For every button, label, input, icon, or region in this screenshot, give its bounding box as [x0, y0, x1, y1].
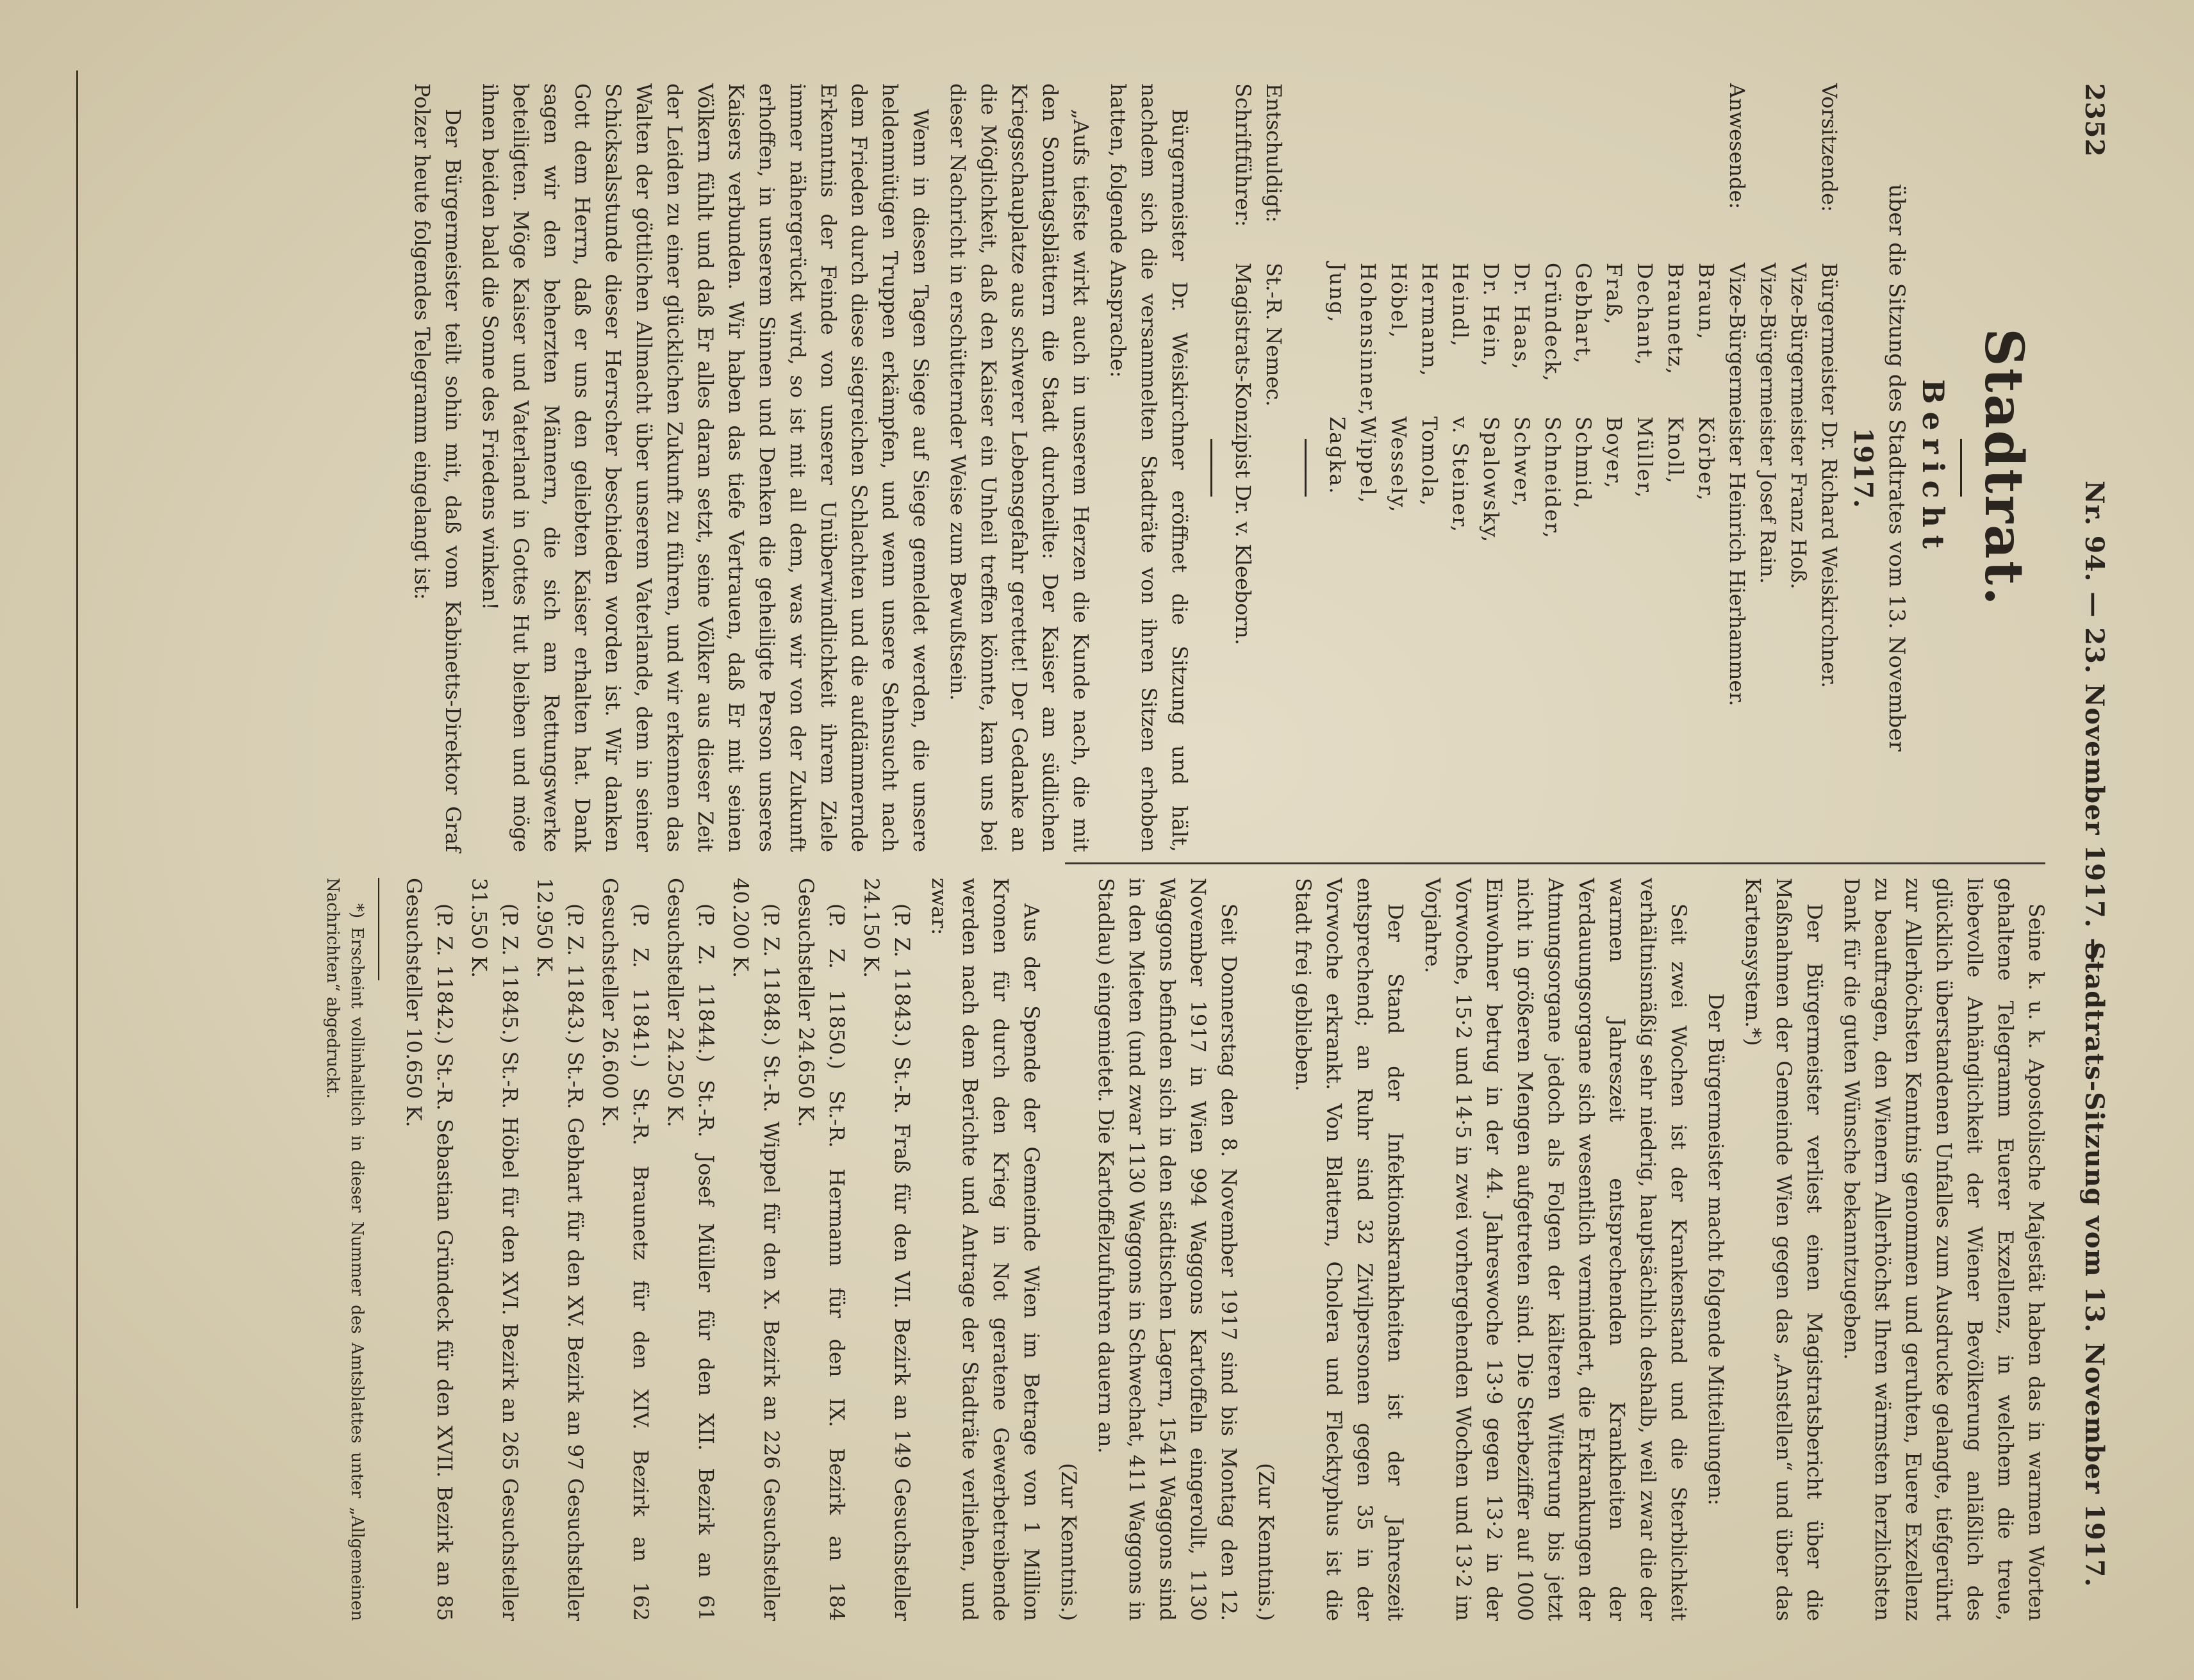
present-name — [1568, 609, 1599, 801]
present-name — [1599, 609, 1629, 801]
left-column — [410, 83, 2052, 852]
separator-rule-2 — [1210, 439, 1212, 497]
present-name: v. Steiner, — [1448, 416, 1472, 534]
present-name: Hohensinner, — [1356, 263, 1380, 417]
section-heading: Stadtrat. — [1973, 328, 2034, 607]
bottom-rule — [76, 70, 78, 1608]
present-name: Tomola, — [1417, 416, 1442, 507]
chair-3: Vize-Bürgermeister Josef Rain. — [1756, 263, 1780, 584]
footnote-rule — [378, 878, 379, 980]
present-name: Braunetz, — [1663, 263, 1688, 375]
present-name: Höbel, — [1387, 263, 1411, 339]
paragraph: Der Stand der Infektionskrankheiten ist der Jahreszeit entsprechend; an Ruhr sind 32 Zivilpersonen gegen 35 in der Vorwoche erkrankt. Von Blattern, Cholera und Flecktyphus ist die Stadt frei geblieben. — [1291, 878, 1408, 1621]
district-allocation: (P. Z. 11850.) St.-R. Hermann für den IX. Bezirk an 184 Gesuchsteller 24.650 K. — [794, 878, 849, 1621]
district-allocation: (P. Z. 11843.) St.-R. Fraß für den VII. Bezirk an 149 Gesuchsteller 24.150 K. — [859, 878, 914, 1621]
present-first: Vize-Bürgermeister Heinrich Hierhammer. — [1725, 263, 1749, 707]
district-allocation: (P. Z. 11842.) St.-R. Sebastian Gründeck für den XVII. Bezirk an 85 Gesuchsteller 10.650 K. — [402, 878, 457, 1621]
running-title: Stadtrats-Sitzung vom 13. November 1917. — [2079, 942, 2109, 1588]
present-name: Dechant, — [1633, 263, 1657, 366]
report-year: 1917. — [1848, 427, 1878, 508]
report-subtitle: über die Sitzung des Stadtrates vom 13. November — [1884, 184, 1909, 752]
page-header — [2058, 32, 2109, 1647]
secretary-label: Schriftführer: — [1231, 83, 1255, 227]
present-row — [1722, 83, 1753, 852]
present-name: Fraß, — [1602, 263, 1626, 326]
present-name — [1322, 609, 1353, 801]
present-name: Braun, — [1694, 263, 1719, 341]
district-allocation: (P. Z. 11843.) St.-R. Gebhart für den XV. Bezirk an 97 Gesuchsteller 12.950 K. — [532, 878, 588, 1621]
present-name: Körber, — [1694, 416, 1719, 502]
secretary-name: Magistrats-Konzipist Dr. v. Kleeborn. — [1231, 263, 1255, 645]
present-name — [1414, 609, 1445, 801]
right-column — [323, 878, 2052, 1621]
district-list — [399, 878, 918, 1621]
chairs-row-2 — [1783, 83, 1814, 852]
present-name: Müller, — [1633, 416, 1657, 499]
present-name: Schneider, — [1540, 416, 1565, 539]
excused-label: Entschuldigt: — [1262, 83, 1286, 223]
present-name: Boyer, — [1602, 416, 1626, 490]
district-allocation: (P. Z. 11845.) St.-R. Höbel für den XVI. Bezirk an 265 Gesuchsteller 31.550 K. — [467, 878, 522, 1621]
present-names — [1322, 263, 1722, 852]
present-name: Gründeck, — [1540, 263, 1565, 383]
page-number: 2352 — [2079, 83, 2109, 158]
present-name — [1383, 609, 1414, 801]
present-name: Wessely, — [1387, 416, 1411, 514]
paragraph: Der Bürgermeister macht folgende Mitteilungen: — [1704, 993, 1728, 1506]
note: (Zur Kenntnis.) — [1254, 1463, 1278, 1621]
present-name: Jung, — [1325, 263, 1349, 324]
issue-line: Nr. 94. — 23. November 1917. — — [2079, 481, 2109, 964]
present-name — [1691, 609, 1722, 801]
separator-rule — [1305, 439, 1307, 497]
chair-2: Vize-Bürgermeister Franz Hoß. — [1786, 263, 1811, 589]
paragraph: Seine k. u. k. Apostolische Majestät haben das in warmen Worten gehaltene Telegramm Euerer Exzellenz, in welchem die treue, liebevolle Anhänglichkeit der Wiener Bevölkerung anläßlich des glücklich überstandenen Unfalles zum Ausdrucke gelangte, tiefgerührt zur Allerhöchsten Kenntnis genommen und geruhten, Euere Exzellenz zu beauftragen, den Wienern Allerhöchst Ihren wärmsten herzlichsten Dank für die guten Wünsche bekanntzugeben. — [1840, 878, 2049, 1621]
present-name — [1353, 609, 1383, 801]
paragraph: Seit Donnerstag den 8. November 1917 sind bis Montag den 12. November 1917 in Wien 994 Waggons Kartoffeln eingerollt, 1130 Waggons befinden sich in den städtischen Lagern, 1541 Waggons sind in den Mieten (und zwar 1130 Waggons in Schwechat, 411 Waggons in Stadlau) eingemietet. Die Kartoffelzufuhren dauern an. — [1094, 878, 1241, 1621]
present-name — [1537, 609, 1568, 801]
present-name: Schmid, — [1571, 416, 1596, 510]
present-name: Heindl, — [1448, 263, 1472, 348]
footnote: *) Erscheint vollinhaltlich in dieser Nummer des Amtsblattes unter „Allgemeinen Nachrichten“ abgedruckt. — [323, 878, 367, 1621]
present-name: Schwer, — [1510, 416, 1534, 508]
paragraph: „Aufs tiefste wirkt auch in unserem Herzen die Kunde nach, die mit den Sonntagsblättern die Stadt durcheilte: Der Kaiser am südlichen Kriegsschauplatze aus schwerer Lebensgefahr gerettet! Der Gedanke an die Möglichkeit, daß den Kaiser ein Unheil treffen könnte, kam uns bei dieser Nachricht in erschütternder Weise zum Bewußtsein. — [946, 83, 1093, 852]
paragraph: Wenn in diesen Tagen Siege auf Siege gemeldet werden, die unsere heldenmütigen Truppen erkämpfen, und wenn unsere Sehnsucht nach dem Frieden durch diese siegreichen Schlachten und die aufdämmernde Erkenntnis der Feinde von unserer Unüberwindlichkeit ihrem Ziele immer nähergerückt wird, so ist mit all dem, was wir von der Zukunft erhoffen, in unserem Sinnen und Denken die geheiligte Person unseres Kaisers verbunden. Wir haben das tiefe Vertrauen, daß Er mit seinen Völkern fühlt und daß Er alles daran setzt, seine Völker aus dieser Zeit der Leiden zu einer glücklichen Zukunft zu führen, und wir erkennen das Walten der göttlichen Allmacht über unserem Vaterlande, dem in seiner Schicksalsstunde dieser Herrscher beschieden worden ist. Wir danken Gott dem Herrn, daß er uns den geliebten Kaiser erhalten hat. Dank sagen wir den beherzten Männern, die sich am Rettungswerke beteiligten. Möge Kaiser und Vaterland in Gottes Hut bleiben und möge ihnen beiden bald die Sonne des Friedens winken! — [478, 83, 933, 852]
paragraph: Bürgermeister Dr. Weiskirchner eröffnet die Sitzung und hält, nachdem sich die versammelten Stadträte von ihren Sitzen erhoben hatten, folgende Ansprache: — [1106, 83, 1192, 852]
present-name: Knoll, — [1663, 416, 1688, 485]
secretary-row — [1228, 83, 1258, 852]
present-name: Wippel, — [1356, 416, 1380, 504]
district-allocation: (P. Z. 11848.) St.-R. Wippel für den X. Bezirk an 226 Gesuchsteller 40.200 K. — [729, 878, 784, 1621]
present-name — [1476, 609, 1506, 801]
chair-1: Bürgermeister Dr. Richard Weiskirchner. — [1817, 263, 1842, 688]
present-name: Dr. Hein, — [1479, 263, 1503, 368]
present-name — [1660, 609, 1691, 801]
paragraph: Der Bürgermeister teilt sohin mit, daß vom Kabinetts-Direktor Graf Polzer heute folgendes Telegramm eingelangt ist: — [410, 83, 465, 852]
chairs-row — [1814, 83, 1845, 852]
chairs-label: Vorsitzende: — [1817, 83, 1842, 212]
paragraph: Seit zwei Wochen ist der Krankenstand und die Sterblichkeit verhältnismäßig sehr niedrig, hauptsächlich deshalb, weil zwar die der warmen Jahreszeit entsprechenden Krankheiten der Verdauungsorgane sich wesentlich vermindert, die Erkrankungen der Atmungsorgane jedoch als Folgen der kälteren Witterung bis jetzt nicht in größeren Mengen aufgetreten sind. Die Sterbeziffer auf 1000 Einwohner betrug in der 44. Jahreswoche 13·9 gegen 13·2 in der Vorwoche, 15·2 und 14·5 in zwei vorhergehenden Wochen und 13·2 im Vorjahre. — [1421, 878, 1691, 1621]
excused-name: St.-R. Nemec. — [1262, 263, 1286, 407]
present-name: Dr. Haas, — [1510, 263, 1534, 371]
heading-rule — [1960, 439, 1962, 497]
paragraph: Der Bürgermeister verliest einen Magistratsbericht über die Maßnahmen der Gemeinde Wien gegen das „Anstellen“ und über das Kartensystem.*) — [1741, 878, 1827, 1621]
paragraph: Aus der Spende der Gemeinde Wien im Betrage von 1 Million Kronen für durch den Krieg in Not geratene Gewerbetreibende werden nach dem Berichte und Antrage der Stadträte verliehen, und zwar: — [927, 878, 1044, 1621]
present-name — [1629, 609, 1660, 801]
excused-row — [1258, 83, 1289, 852]
chairs-row-3 — [1753, 83, 1783, 852]
report-word: Bericht — [1916, 379, 1951, 557]
note: (Zur Kenntnis.) — [1057, 1463, 1081, 1621]
present-name — [1445, 609, 1476, 801]
district-allocation: (P. Z. 11844.) St.-R. Josef Müller für den XII. Bezirk an 61 Gesuchsteller 24.250 K. — [663, 878, 718, 1621]
present-name: Spalowsky, — [1479, 416, 1503, 544]
newspaper-page — [40, 32, 2154, 1647]
present-name: Zagka. — [1325, 416, 1349, 495]
present-name — [1506, 609, 1537, 801]
present-name: Hermann, — [1417, 263, 1442, 377]
present-name: Gebhart, — [1571, 263, 1596, 365]
present-label: Anwesende: — [1725, 83, 1749, 210]
district-allocation: (P. Z. 11841.) St.-R. Braunetz für den XIV. Bezirk an 162 Gesuchsteller 26.600 K. — [598, 878, 653, 1621]
